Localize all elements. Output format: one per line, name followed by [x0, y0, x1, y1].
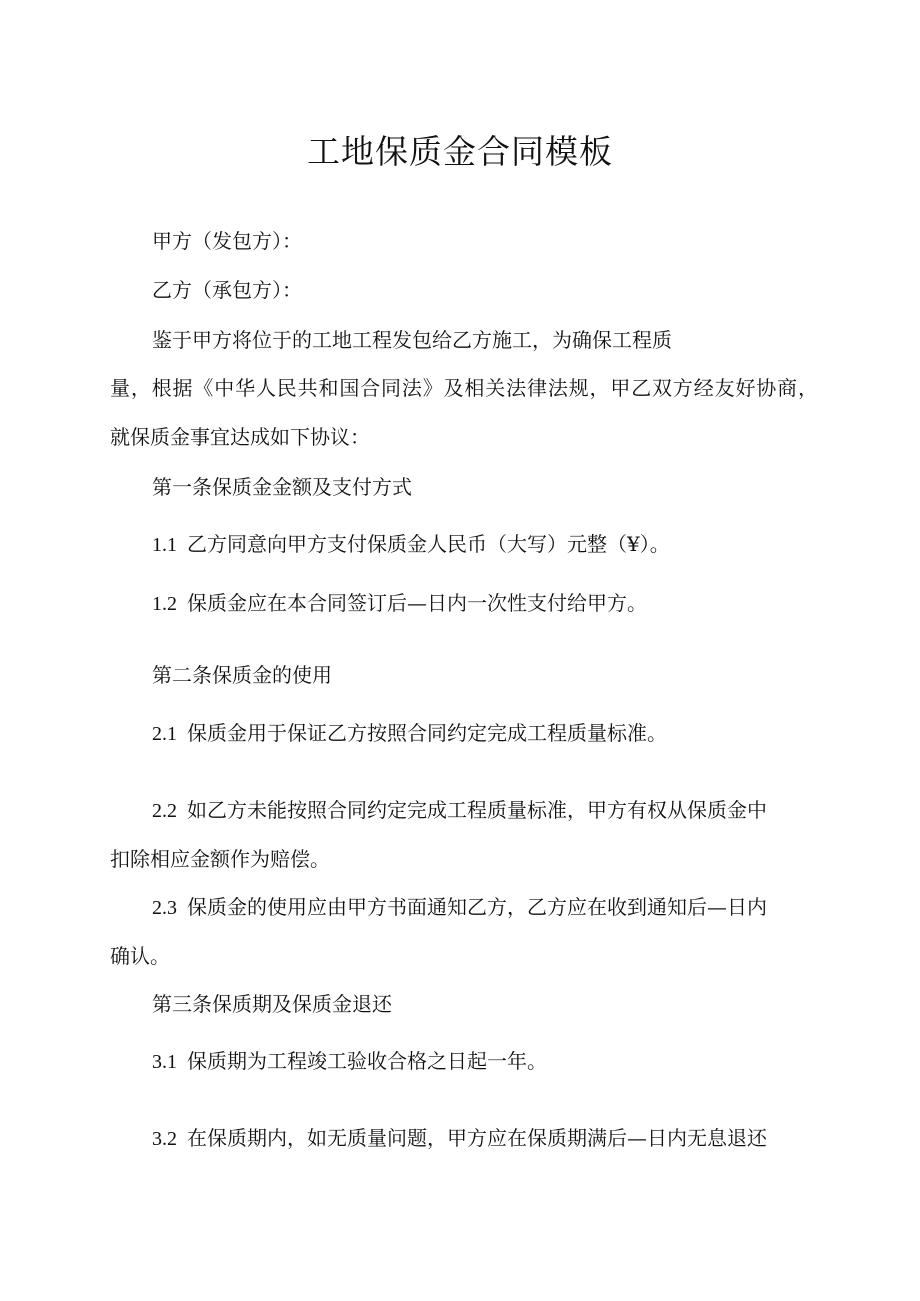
document-title: 工地保质金合同模板 [307, 132, 613, 171]
clause-text: 在保质期内，如无质量问题，甲方应在保质期满后—日内无息退还 [187, 1126, 767, 1150]
party-b-line: 乙方（承包方）： [152, 278, 302, 302]
clause-number: 2.3 [152, 897, 177, 919]
clause-text: 保质金应在本合同签订后—日内一次性支付给甲方。 [187, 591, 647, 615]
clause-2-2 [152, 797, 767, 824]
clause-text: 如乙方未能按照合同约定完成工程质量标准，甲方有权从保质金中 [187, 798, 767, 822]
clause-text: 乙方同意向甲方支付保质金人民币（大写）元整（¥）。 [187, 532, 670, 556]
party-a-line: 甲方（发包方）： [152, 229, 302, 253]
clause-number: 2.1 [152, 723, 177, 745]
clause-text: 保质金的使用应由甲方书面通知乙方，乙方应在收到通知后—日内 [187, 895, 767, 919]
clause-2-3-continuation: 确认。 [110, 944, 170, 968]
clause-text: 保质金用于保证乙方按照合同约定完成工程质量标准。 [187, 721, 667, 745]
clause-2-3 [152, 894, 767, 921]
preamble-line-2: 量，根据《中华人民共和国合同法》及相关法律法规，甲乙双方经友好协商， [110, 376, 818, 400]
clause-number: 1.1 [152, 534, 177, 556]
clause-number: 2.2 [152, 800, 177, 822]
clause-1-1 [152, 531, 670, 558]
clause-number: 3.1 [152, 1051, 177, 1073]
clause-2-1 [152, 720, 667, 747]
clause-number: 1.2 [152, 593, 177, 615]
clause-1-2 [152, 590, 647, 617]
preamble-line-3: 就保质金事宜达成如下协议： [110, 425, 370, 449]
clause-3-1 [152, 1048, 547, 1075]
article-3-heading: 第三条保质期及保质金退还 [152, 992, 392, 1016]
clause-3-2 [152, 1125, 767, 1152]
article-2-heading: 第二条保质金的使用 [152, 663, 332, 687]
clause-number: 3.2 [152, 1128, 177, 1150]
clause-2-2-continuation: 扣除相应金额作为赔偿。 [110, 847, 330, 871]
clause-text: 保质期为工程竣工验收合格之日起一年。 [187, 1049, 547, 1073]
preamble-line-1: 鉴于甲方将位于的工地工程发包给乙方施工，为确保工程质 [152, 328, 672, 352]
article-1-heading: 第一条保质金金额及支付方式 [152, 475, 412, 499]
